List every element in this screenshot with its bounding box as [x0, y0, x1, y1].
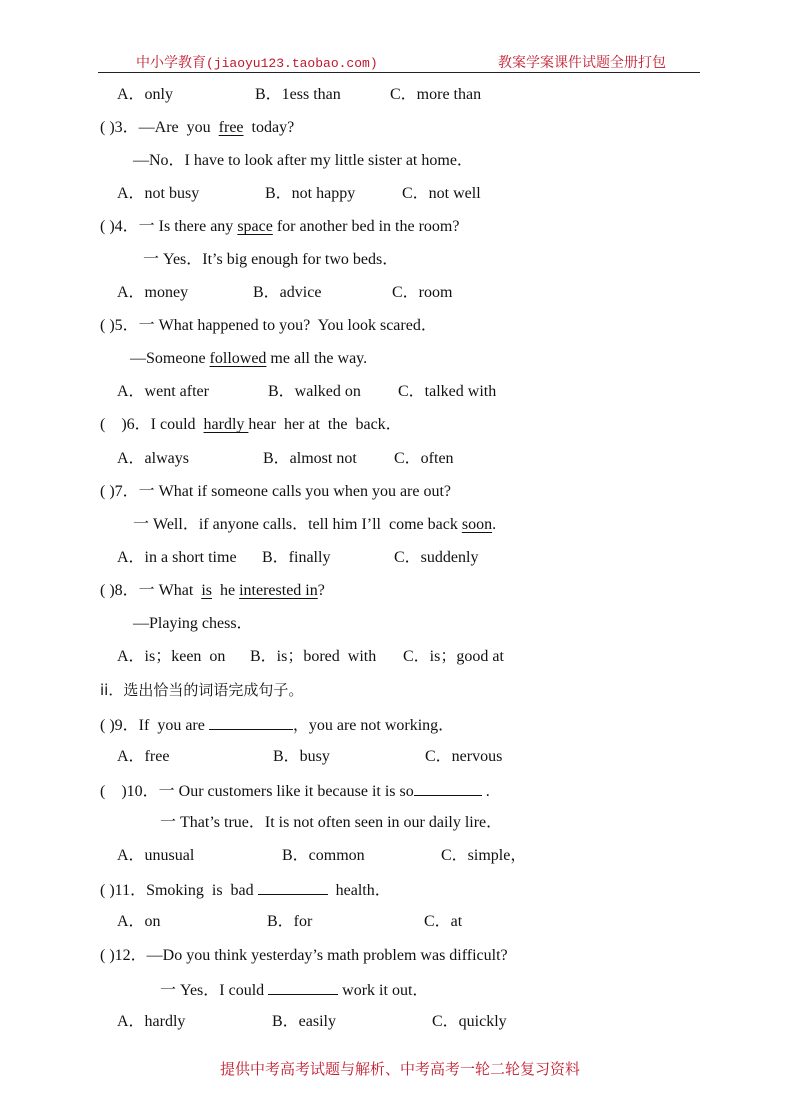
answer-blank[interactable] [268, 979, 338, 995]
question-5-reply: —Someone followed me all the way. [130, 350, 368, 367]
question-3-reply: —No．I have to look after my little sister at home． [133, 152, 473, 169]
option-a: A．on [117, 913, 161, 930]
option-c: C．talked with [398, 383, 497, 400]
question-4: ( )4．一 Is there any space for another bed in the room? [100, 218, 460, 235]
option-c: C．room [392, 284, 453, 301]
page-footer: 提供中考高考试题与解析、中考高考一轮二轮复习资料 [219, 1060, 580, 1078]
option-a: A．went after [117, 383, 209, 400]
option-b: B．advice [253, 284, 322, 301]
question-3: ( )3．—Are you free today? [100, 119, 295, 136]
option-b: B．finally [262, 549, 331, 566]
option-a: A．is；keen on [117, 648, 226, 665]
answer-blank[interactable] [209, 714, 293, 730]
option-b: B．easily [272, 1013, 336, 1030]
option-c: C．at [424, 913, 463, 930]
option-a: A．always [117, 450, 189, 467]
page-header [98, 52, 700, 73]
question-10: ( )10．一 Our customers like it because it is so . [100, 780, 490, 802]
option-b: B．common [282, 847, 365, 864]
option-b: B．is；bored with [250, 648, 377, 665]
question-8: ( )8．一 What is he interested in? [100, 582, 325, 599]
header-right: 教案学案课件试题全册打包 [498, 56, 666, 71]
option-c: C．nervous [425, 748, 503, 765]
question-9: ( )9．If you are ，you are not working． [100, 714, 454, 736]
option-b: B．for [267, 913, 313, 930]
option-c: C．often [394, 450, 454, 467]
option-c: C．quickly [432, 1013, 507, 1030]
option-a: A．not busy [117, 185, 200, 202]
option-b: B．1ess than [255, 86, 341, 103]
question-12: ( )12．—Do you think yesterday’s math problem was difficult? [100, 947, 508, 964]
option-c: C．is；good at [403, 648, 504, 665]
option-c: C．suddenly [394, 549, 479, 566]
question-12-reply: 一 Yes．I could work it out． [160, 979, 428, 1001]
question-10-reply: 一 That’s true．It is not often seen in our daily lire． [160, 814, 503, 831]
option-a: A．free [117, 748, 170, 765]
answer-blank[interactable] [258, 879, 328, 895]
option-b: B．not happy [265, 185, 356, 202]
option-a: A．hardly [117, 1013, 186, 1030]
option-a: A．unusual [117, 847, 195, 864]
section-heading: ii．选出恰当的词语完成句子。 [100, 681, 304, 699]
question-5: ( )5．一 What happened to you? You look scared． [100, 317, 437, 334]
question-7-reply: 一 Well．if anyone calls．tell him I’ll come back soon. [133, 516, 497, 533]
option-c: C．not well [402, 185, 481, 202]
option-a: A．in a short time [117, 549, 237, 566]
option-a: A．money [117, 284, 189, 301]
option-b: B．busy [273, 748, 330, 765]
header-left: 中小学教育(jiaoyu123.taobao.com) [136, 56, 378, 71]
option-b: B．almost not [263, 450, 357, 467]
question-8-reply: —Playing chess． [133, 615, 253, 632]
header-url: (jiaoyu123.taobao.com) [206, 56, 378, 71]
option-a: A．only [117, 86, 174, 103]
question-6: ( )6．I could hardly hear her at the back． [100, 416, 402, 433]
option-c: C．more than [390, 86, 482, 103]
option-c: C．simple， [441, 847, 527, 864]
option-b: B．walked on [268, 383, 361, 400]
question-4-reply: 一 Yes．It’s big enough for two beds． [143, 251, 399, 268]
question-7: ( )7．一 What if someone calls you when you are out? [100, 483, 452, 500]
answer-blank[interactable] [414, 780, 482, 796]
question-11: ( )11．Smoking is bad health． [100, 879, 391, 901]
